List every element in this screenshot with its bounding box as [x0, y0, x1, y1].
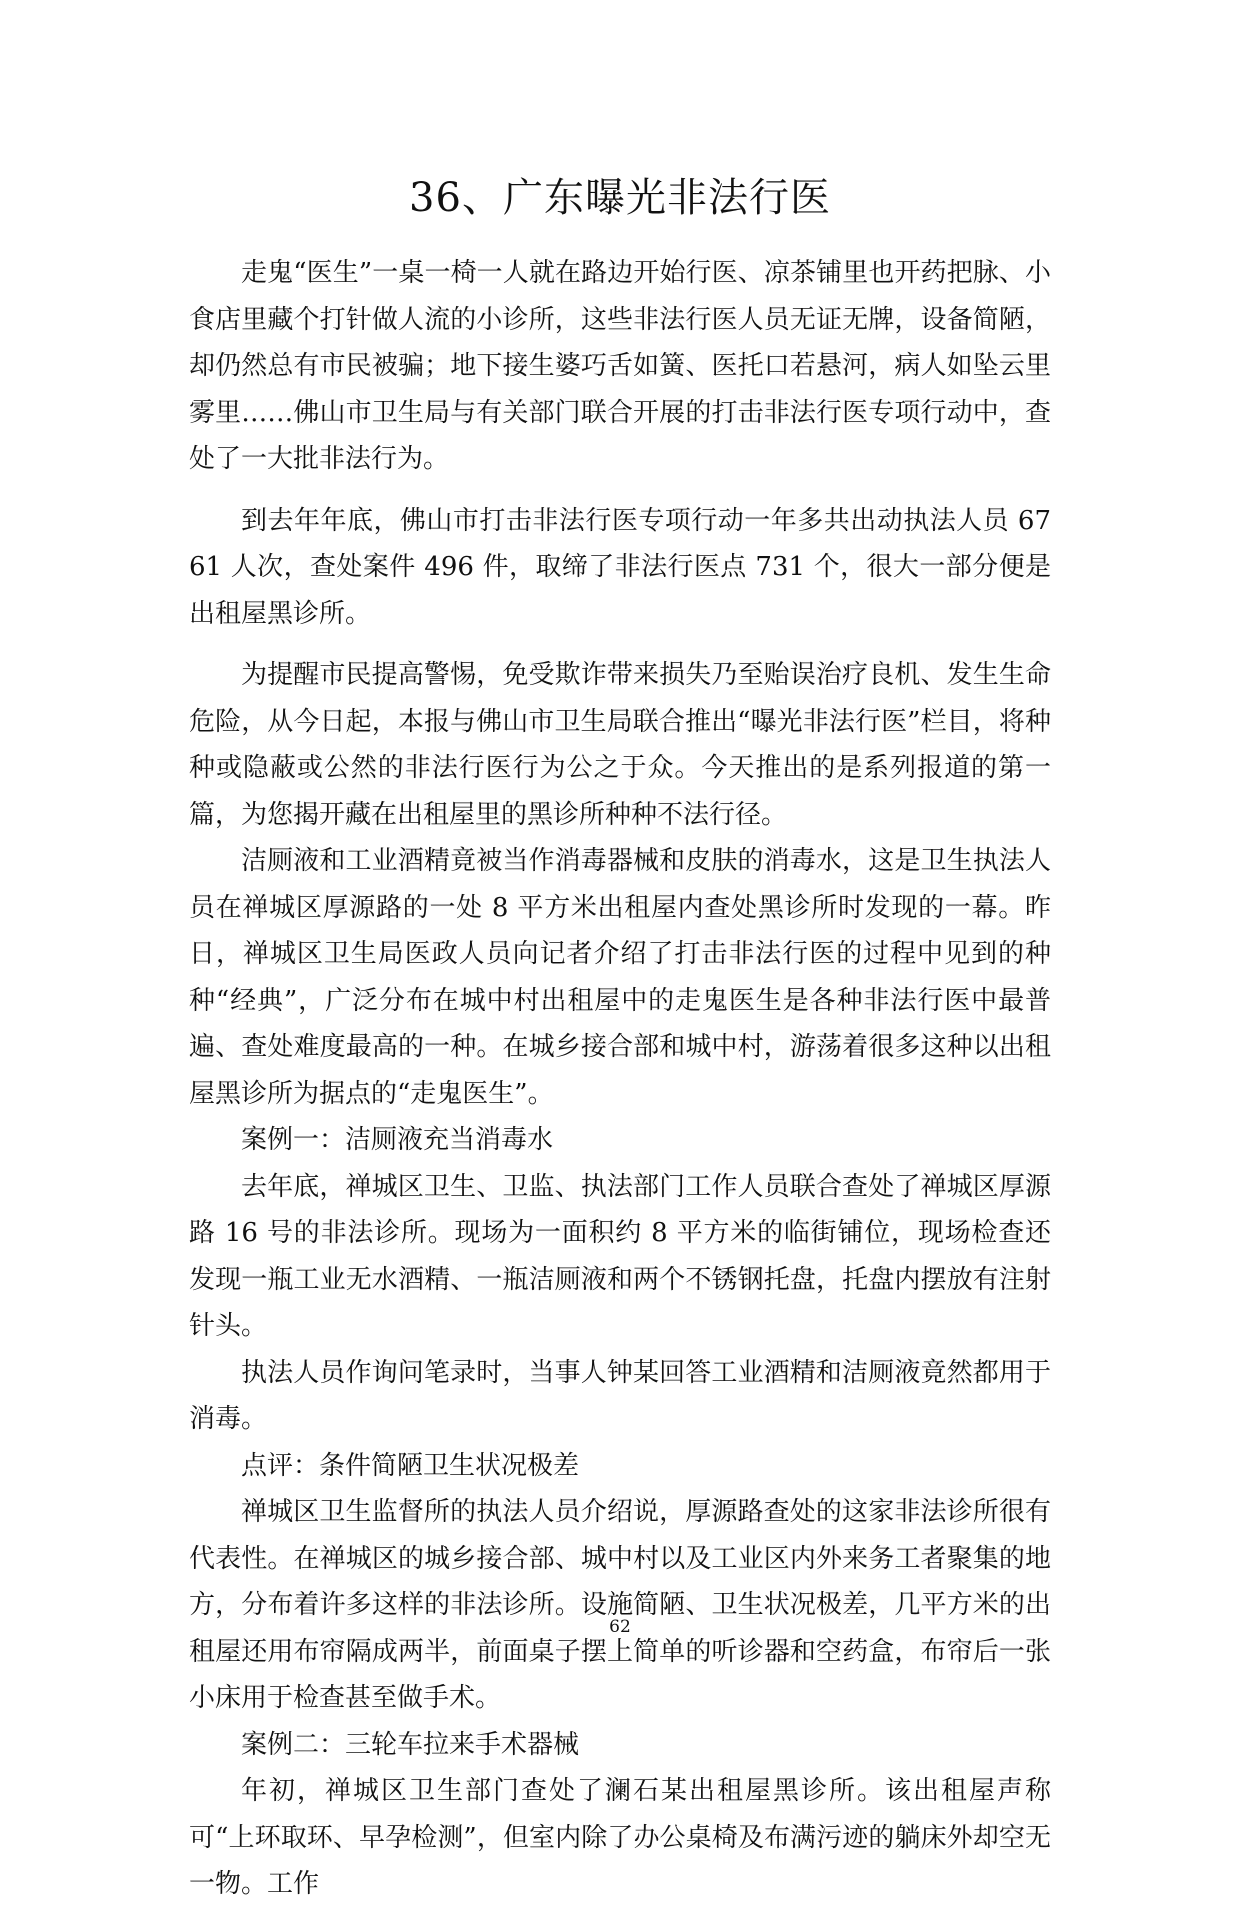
case-two-heading: 案例二：三轮车拉来手术器械 — [241, 1729, 580, 1760]
paragraph-column-launch: 为提醒市民提高警惕，免受欺诈带来损失乃至贻误治疗良机、发生生命危险，从今日起，本报与佛山市卫生局联合推出“曝光非法行医”栏目，将种种或隐蔽或公然的非法行医行为公之于众。今天推出的是系列报道的第一篇，为您揭开藏在出租屋里的黑诊所种种不法行径。 — [189, 660, 1051, 830]
article-body — [189, 250, 1051, 1908]
paragraph-case-one-interview: 执法人员作询问笔录时，当事人钟某回答工业酒精和洁厕液竟然都用于消毒。 — [189, 1357, 1051, 1434]
page-title: 36、广东曝光非法行医 — [409, 175, 831, 221]
paragraph-statistics: 到去年年底，佛山市打击非法行医专项行动一年多共出动执法人员 6761 人次，查处案件 496 件，取缔了非法行医点 731 个，很大一部分便是出租屋黑诊所。 — [189, 505, 1051, 629]
page-number: 62 — [609, 1617, 631, 1637]
comment-heading: 点评：条件简陋卫生状况极差 — [241, 1450, 580, 1481]
paragraph-toilet-cleaner: 洁厕液和工业酒精竟被当作消毒器械和皮肤的消毒水，这是卫生执法人员在禅城区厚源路的一处 8 平方米出租屋内查处黑诊所时发现的一幕。昨日，禅城区卫生局医政人员向记者介绍了打击非法行医的过程中见到的种种“经典”，广泛分布在城中村出租屋中的走鬼医生是各种非法行医中最普遍、查处难度最高的一种。在城乡接合部和城中村，游荡着很多这种以出租屋黑诊所为据点的“走鬼医生”。 — [189, 846, 1051, 1109]
paragraph-case-one-details: 去年底，禅城区卫生、卫监、执法部门工作人员联合查处了禅城区厚源路 16 号的非法诊所。现场为一面积约 8 平方米的临街铺位，现场检查还发现一瓶工业无水酒精、一瓶洁厕液和两个不锈钢托盘，托盘内摆放有注射针头。 — [189, 1171, 1051, 1341]
paragraph-case-two: 年初，禅城区卫生部门查处了澜石某出租屋黑诊所。该出租屋声称可“上环取环、早孕检测”，但室内除了办公桌椅及布满污迹的躺床外却空无一物。工作 — [189, 1776, 1051, 1899]
case-one-heading: 案例一：洁厕液充当消毒水 — [241, 1125, 554, 1155]
paragraph-comment: 禅城区卫生监督所的执法人员介绍说，厚源路查处的这家非法诊所很有代表性。在禅城区的城乡接合部、城中村以及工业区内外来务工者聚集的地方，分布着许多这样的非法诊所。设施简陋、卫生状况极差，几平方米的出租屋还用布帘隔成两半，前面桌子摆上简单的听诊器和空药盒，布帘后一张小床用于检查甚至做手术。 — [189, 1497, 1051, 1713]
paragraph-intro: 走鬼“医生”一桌一椅一人就在路边开始行医、凉茶铺里也开药把脉、小食店里藏个打针做人流的小诊所，这些非法行医人员无证无牌，设备简陋，却仍然总有市民被骗；地下接生婆巧舌如簧、医托口若悬河，病人如坠云里雾里……佛山市卫生局与有关部门联合开展的打击非法行医专项行动中，查处了一大批非法行为。 — [189, 258, 1051, 474]
